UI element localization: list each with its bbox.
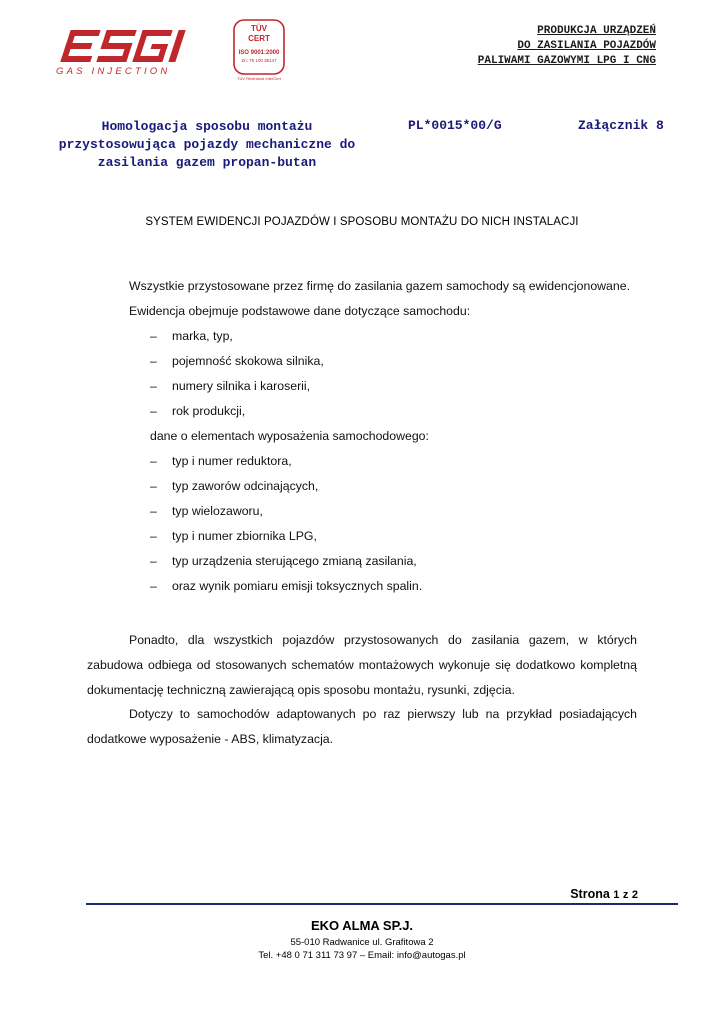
page-current: 1	[613, 889, 620, 901]
dash-bullet: –	[150, 479, 157, 493]
homologation-line: zasilania gazem propan-butan	[97, 155, 317, 170]
footer-divider	[86, 903, 678, 905]
tuv-number: Zn: 75 100 36147	[241, 58, 277, 63]
scope-paragraph	[87, 702, 637, 752]
equipment-list-heading: dane o elementach wyposażenia samochodowego:	[150, 429, 429, 443]
dash-bullet: –	[150, 454, 157, 468]
homologation-title	[52, 118, 362, 172]
documentation-paragraph	[87, 628, 637, 703]
footer-company-name: EKO ALMA SP.J.	[310, 918, 414, 933]
dash-bullet: –	[150, 554, 157, 568]
company-heading	[436, 24, 656, 69]
page-of: z	[622, 889, 629, 901]
homologation-line: Homologacja sposobu montażu	[101, 119, 313, 134]
company-line: PRODUKCJA URZĄDZEŃ	[537, 25, 656, 37]
dash-bullet: –	[150, 504, 157, 518]
list-item-text: typ zaworów odcinających,	[172, 479, 319, 493]
list-item-text: typ i numer reduktora,	[172, 454, 292, 468]
list-item-text: typ urządzenia sterującego zmianą zasilania,	[172, 554, 417, 568]
list-item-text: numery silnika i karoserii,	[172, 379, 311, 393]
company-line: DO ZASILANIA POJAZDÓW	[517, 40, 656, 52]
dash-bullet: –	[150, 354, 157, 368]
list-item-text: oraz wynik pomiaru emisji toksycznych spalin.	[172, 579, 423, 593]
tuv-standard: ISO 9001:2000	[238, 50, 280, 56]
page-total: 2	[631, 889, 638, 901]
tuv-cert: CERT	[248, 34, 270, 43]
dash-bullet: –	[150, 579, 157, 593]
tuv-issuer: TÜV Rheinland InterCert	[237, 76, 281, 81]
list-item-text: rok produkcji,	[172, 404, 246, 418]
paragraph-text: Dotyczy to samochodów adaptowanych po raz pierwszy lub na przykład posiadających dodatkowe wyposażenie - ABS, klimatyzacja.	[87, 707, 637, 746]
tuv-certification-seal	[230, 18, 288, 82]
paragraph-text: Ponadto, dla wszystkich pojazdów przystosowanych do zasilania gazem, w których zabudowa odbiega od stosowanych schematów montażowych wykonuje się dodatkowo kompletną dokumentację techniczną zawierającą opis sposobu montażu, rysunki, zdjęcia.	[87, 633, 637, 697]
logo-text: GAS INJECTION	[56, 66, 171, 77]
list-item-text: pojemność skokowa silnika,	[172, 354, 324, 368]
document-title: SYSTEM EWIDENCJI POJAZDÓW I SPOSOBU MONTAŻU DO NICH INSTALACJI	[145, 216, 579, 228]
list-item-text: typ wielozaworu,	[172, 504, 263, 518]
esgi-gas-injection-logo	[54, 26, 214, 78]
dash-bullet: –	[150, 529, 157, 543]
reference-code: PL*0015*00/G	[408, 118, 502, 133]
attachment-label: Załącznik 8	[578, 118, 664, 133]
list-item-text: typ i numer zbiornika LPG,	[172, 529, 317, 543]
intro-paragraph: Wszystkie przystosowane przez firmę do zasilania gazem samochody są ewidencjonowane.	[129, 279, 630, 293]
dash-bullet: –	[150, 329, 157, 343]
tuv-brand: TÜV	[251, 24, 267, 33]
list-item-text: marka, typ,	[172, 329, 233, 343]
page-number	[570, 887, 638, 901]
page-label: Strona	[570, 887, 610, 901]
dash-bullet: –	[150, 404, 157, 418]
company-line: PALIWAMI GAZOWYMI LPG I CNG	[477, 55, 656, 67]
footer-contact: Tel. +48 0 71 311 73 97 – Email: info@autogas.pl	[258, 950, 466, 961]
intro-paragraph: Ewidencja obejmuje podstawowe dane dotyczące samochodu:	[129, 304, 471, 318]
homologation-line: przystosowująca pojazdy mechaniczne do	[58, 137, 356, 152]
footer-address: 55-010 Radwanice ul. Grafitowa 2	[290, 937, 434, 948]
dash-bullet: –	[150, 379, 157, 393]
